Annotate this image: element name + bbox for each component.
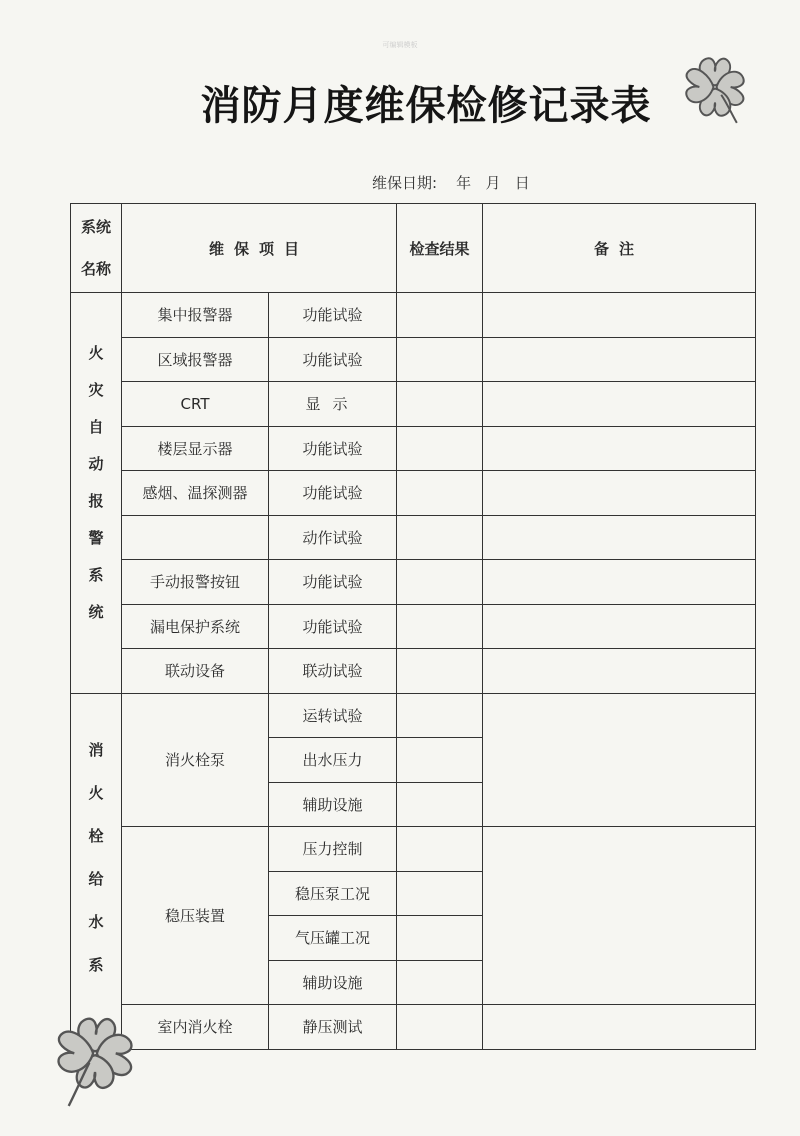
- date-year-label: 年: [456, 174, 472, 192]
- device-cell: 稳压装置: [122, 827, 269, 1005]
- maintenance-record-table: [70, 203, 756, 1050]
- check-result-cell[interactable]: [397, 293, 483, 338]
- remark-cell[interactable]: [483, 337, 756, 382]
- table-row: [71, 649, 756, 694]
- date-day-label: 日: [514, 174, 530, 192]
- test-cell: 压力控制: [269, 827, 397, 872]
- test-cell: 功能试验: [269, 604, 397, 649]
- test-cell: 运转试验: [269, 693, 397, 738]
- group-name-hydrant: 消火栓给水系: [71, 693, 122, 1049]
- table-row: [71, 337, 756, 382]
- table-row: [71, 293, 756, 338]
- check-result-cell[interactable]: [397, 960, 483, 1005]
- table-row: [71, 515, 756, 560]
- check-result-cell[interactable]: [397, 827, 483, 872]
- header-maintenance-item: 维保项目: [122, 204, 397, 293]
- test-cell: 功能试验: [269, 471, 397, 516]
- group-name-fire-alarm: 火灾自动报警系统: [71, 293, 122, 694]
- remark-cell[interactable]: [483, 471, 756, 516]
- table-header-row: [71, 204, 756, 293]
- table-row: [71, 693, 756, 738]
- header-check-result: 检查结果: [397, 204, 483, 293]
- remark-cell[interactable]: [483, 560, 756, 605]
- check-result-cell[interactable]: [397, 738, 483, 783]
- test-cell: 辅助设施: [269, 960, 397, 1005]
- device-cell: 手动报警按钮: [122, 560, 269, 605]
- test-cell: 辅助设施: [269, 782, 397, 827]
- test-cell: 静压测试: [269, 1005, 397, 1050]
- check-result-cell[interactable]: [397, 916, 483, 961]
- header-system-name: [71, 204, 122, 293]
- header-system-name-line1: 系统: [80, 218, 111, 236]
- clover-decoration-icon: [48, 1008, 142, 1108]
- table-row: [71, 1005, 756, 1050]
- check-result-cell[interactable]: [397, 515, 483, 560]
- table-row: [71, 471, 756, 516]
- test-cell: 气压罐工况: [269, 916, 397, 961]
- remark-cell[interactable]: [483, 426, 756, 471]
- remark-cell[interactable]: [483, 515, 756, 560]
- remark-cell[interactable]: [483, 693, 756, 827]
- check-result-cell[interactable]: [397, 693, 483, 738]
- check-result-cell[interactable]: [397, 871, 483, 916]
- test-cell: 功能试验: [269, 426, 397, 471]
- check-result-cell[interactable]: [397, 604, 483, 649]
- page-title: 消防月度维保检修记录表: [200, 83, 652, 129]
- table-row: [71, 604, 756, 649]
- header-system-name-line2: 名称: [80, 260, 111, 278]
- maintenance-date-line: [372, 172, 530, 193]
- test-cell: 动作试验: [269, 515, 397, 560]
- table-row: [71, 827, 756, 872]
- test-cell: 显示: [269, 382, 397, 427]
- test-cell: 功能试验: [269, 337, 397, 382]
- check-result-cell[interactable]: [397, 560, 483, 605]
- check-result-cell[interactable]: [397, 649, 483, 694]
- test-cell: 功能试验: [269, 560, 397, 605]
- check-result-cell[interactable]: [397, 782, 483, 827]
- check-result-cell[interactable]: [397, 471, 483, 516]
- remark-cell[interactable]: [483, 604, 756, 649]
- check-result-cell[interactable]: [397, 426, 483, 471]
- date-month-label: 月: [485, 174, 501, 192]
- remark-cell[interactable]: [483, 1005, 756, 1050]
- device-cell: [122, 515, 269, 560]
- table-row: [71, 426, 756, 471]
- device-cell: 漏电保护系统: [122, 604, 269, 649]
- check-result-cell[interactable]: [397, 382, 483, 427]
- device-cell: CRT: [122, 382, 269, 427]
- device-cell: 消火栓泵: [122, 693, 269, 827]
- remark-cell[interactable]: [483, 827, 756, 1005]
- table-row: [71, 382, 756, 427]
- test-cell: 功能试验: [269, 293, 397, 338]
- device-cell: 楼层显示器: [122, 426, 269, 471]
- test-cell: 联动试验: [269, 649, 397, 694]
- test-cell: 出水压力: [269, 738, 397, 783]
- device-cell: 感烟、温探测器: [122, 471, 269, 516]
- device-cell: 室内消火栓: [122, 1005, 269, 1050]
- test-cell: 稳压泵工况: [269, 871, 397, 916]
- check-result-cell[interactable]: [397, 1005, 483, 1050]
- watermark-text: 可编辑模板: [382, 41, 418, 49]
- remark-cell[interactable]: [483, 382, 756, 427]
- remark-cell[interactable]: [483, 649, 756, 694]
- device-cell: 联动设备: [122, 649, 269, 694]
- header-remark: 备注: [483, 204, 756, 293]
- remark-cell[interactable]: [483, 293, 756, 338]
- table-row: [71, 560, 756, 605]
- device-cell: 集中报警器: [122, 293, 269, 338]
- check-result-cell[interactable]: [397, 337, 483, 382]
- device-cell: 区域报警器: [122, 337, 269, 382]
- date-label: 维保日期:: [372, 174, 438, 192]
